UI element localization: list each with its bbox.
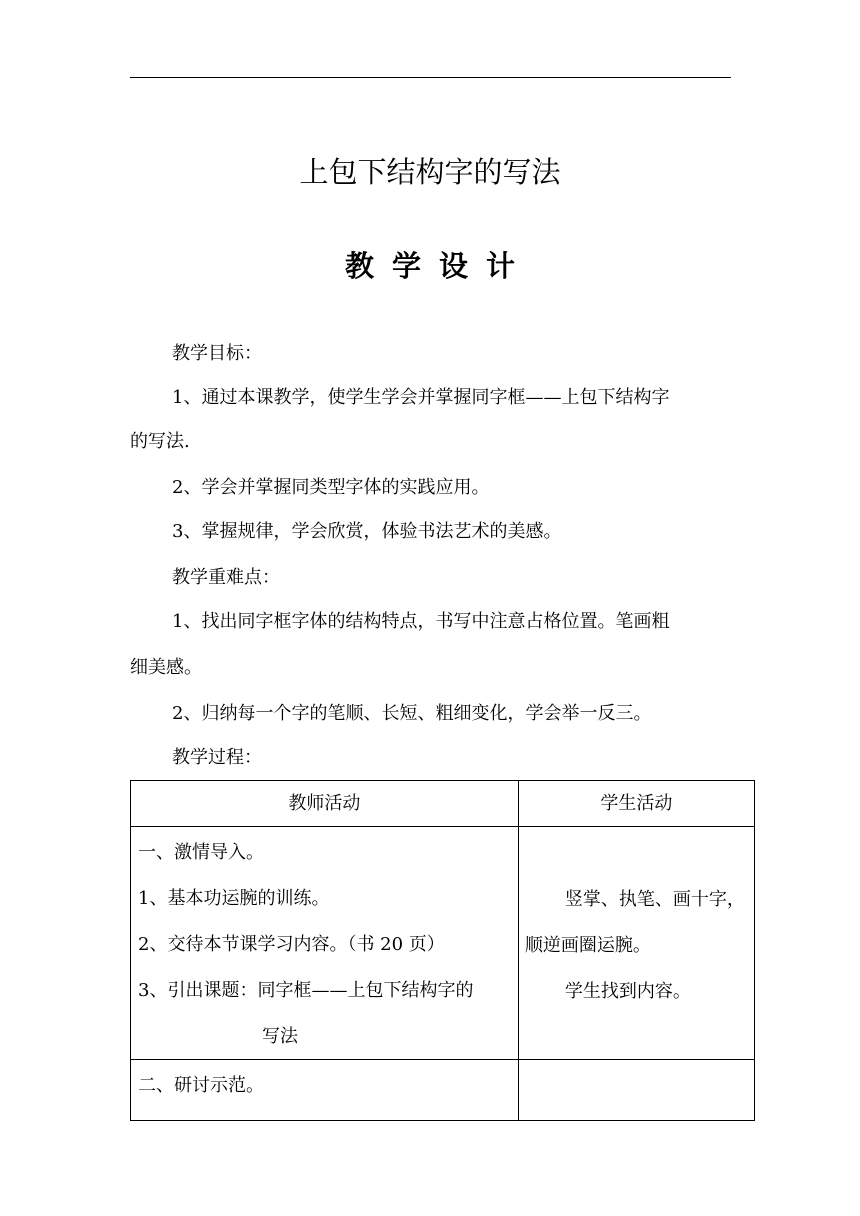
- table-row: [131, 1060, 755, 1121]
- teacher-line: 3、引出课题：同字框——上包下结构字的: [138, 980, 474, 1001]
- keypoints-heading: 教学重难点：: [172, 567, 280, 588]
- keypoint-2: 2、归纳每一个字的笔顺、长短、粗细变化，学会举一反三。: [172, 703, 652, 724]
- teacher-line: 一、激情导入。: [138, 842, 264, 863]
- teacher-line: 1、基本功运腕的训练。: [138, 888, 330, 909]
- table-row: [131, 827, 755, 1060]
- header-teacher-activity: 教师活动: [131, 781, 519, 827]
- teaching-process-table: [130, 780, 755, 1121]
- objective-1-line1: 1、通过本课教学，使学生学会并掌握同字框——上包下结构字: [172, 387, 670, 408]
- objective-2: 2、学会并掌握同类型字体的实践应用。: [172, 477, 490, 498]
- teacher-line: 2、交待本节课学习内容。（书 20 页）: [138, 934, 445, 955]
- student-line: 学生找到内容。: [564, 981, 691, 1002]
- teacher-activity-cell: [131, 1060, 519, 1121]
- header-rule: [130, 77, 731, 78]
- objective-1-line2: 的写法.: [130, 431, 190, 452]
- student-line: 竖掌、执笔、画十字，: [564, 889, 745, 910]
- table-header-row: [131, 781, 755, 827]
- header-student-activity: 学生活动: [518, 781, 754, 827]
- student-activity-cell: [518, 1060, 754, 1121]
- keypoint-1-line1: 1、找出同字框字体的结构特点，书写中注意占格位置。笔画粗: [172, 611, 670, 632]
- process-heading: 教学过程：: [172, 747, 262, 768]
- student-line: 顺逆画圈运腕。: [524, 935, 651, 956]
- objectives-heading: 教学目标：: [172, 343, 262, 364]
- keypoint-1-line2: 细美感。: [130, 657, 202, 678]
- teacher-activity-cell: [131, 827, 519, 1060]
- objective-3: 3、掌握规律，学会欣赏，体验书法艺术的美感。: [172, 521, 562, 542]
- teacher-line: 写法: [262, 1026, 298, 1047]
- document-subtitle: 教学设计: [344, 249, 533, 283]
- teacher-line: 二、研讨示范。: [138, 1075, 264, 1096]
- student-activity-cell: [518, 827, 754, 1060]
- document-title: 上包下结构字的写法: [299, 155, 561, 189]
